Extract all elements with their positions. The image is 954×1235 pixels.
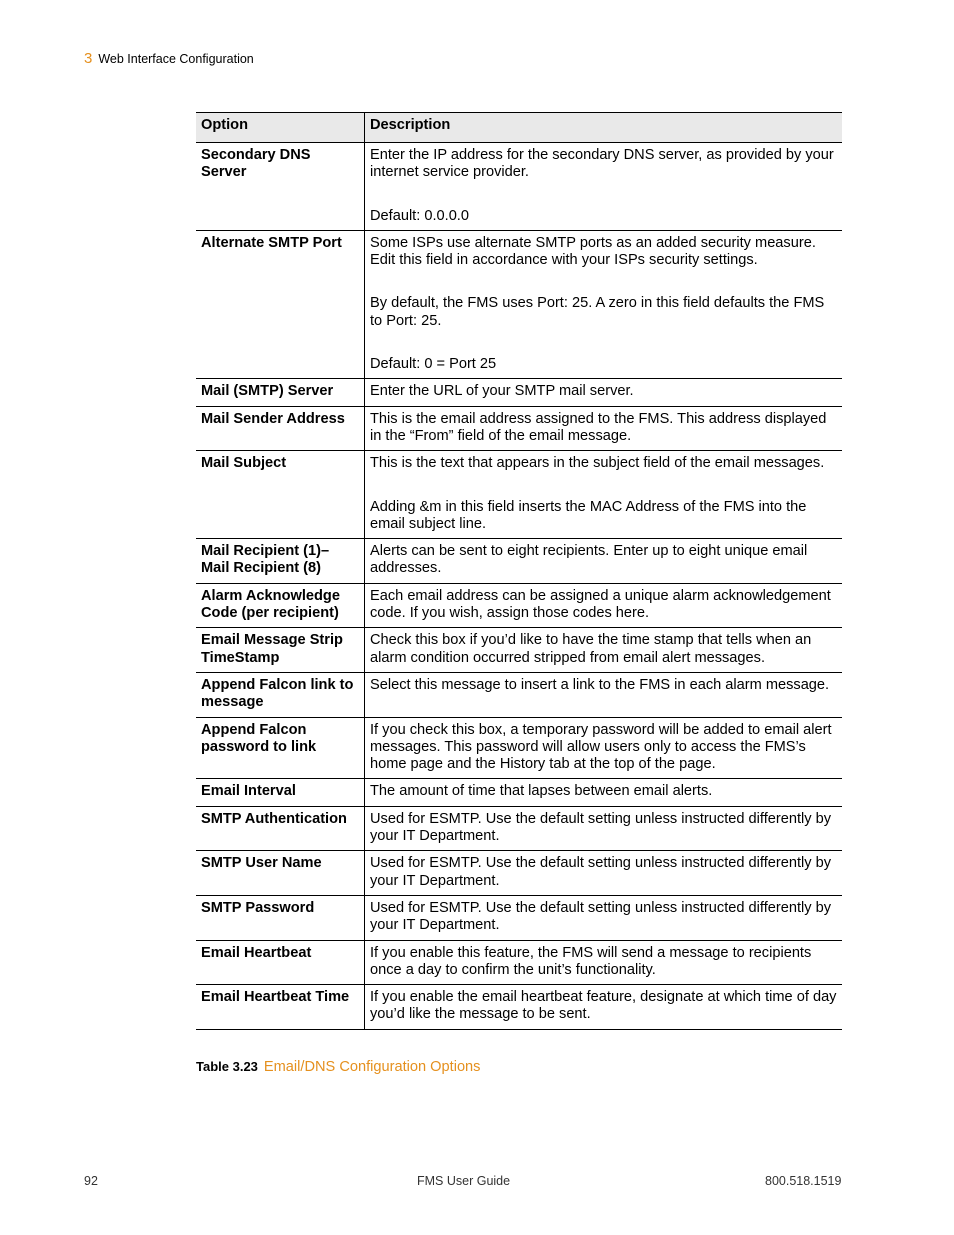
description-paragraph: Enter the IP address for the secondary DNS server, as provided by your internet service provider. (370, 147, 834, 181)
description-cell (365, 985, 843, 1030)
caption-number: Table 3.23 (196, 1059, 258, 1074)
column-header-description: Description (365, 113, 843, 143)
description-paragraph: Default: 0 = Port 25 (370, 356, 497, 373)
description-paragraph: If you check this box, a temporary password will be added to email alert messages. This password will allow users only to access the FMS’s home page and the History tab at the top of the page. (370, 721, 832, 773)
description-paragraph: The amount of time that lapses between email alerts. (370, 783, 713, 800)
description-cell (365, 628, 843, 673)
description-paragraph: Each email address can be assigned a unique alarm acknowledgement code. If you wish, assign those codes here. (370, 587, 831, 622)
table-header-row (196, 113, 842, 143)
description-cell (365, 895, 843, 940)
table-row (196, 806, 842, 851)
description-paragraph: Used for ESMTP. Use the default setting unless instructed differently by your IT Department. (370, 810, 832, 845)
table-row (196, 143, 842, 231)
description-cell (365, 451, 843, 539)
description-paragraph: If you enable this feature, the FMS will send a message to recipients once a day to confirm the unit’s functionality. (370, 944, 812, 978)
description-paragraph: Some ISPs use alternate SMTP ports as an added security measure. Edit this field in accordance with your ISPs security settings. (370, 234, 816, 269)
description-paragraph: Alerts can be sent to eight recipients. Enter up to eight unique email addresses. (370, 543, 808, 577)
description-cell (365, 230, 843, 378)
description-paragraph: If you enable the email heartbeat feature, designate at which time of day you’d like the message to be sent. (370, 989, 837, 1023)
option-cell: Mail Recipient (1)– Mail Recipient (8) (196, 539, 365, 584)
option-cell: Email Heartbeat (196, 940, 365, 985)
option-cell: Email Message Strip TimeStamp (196, 628, 365, 673)
option-cell: Alarm Acknowledge Code (per recipient) (196, 583, 365, 628)
description-paragraph: Enter the URL of your SMTP mail server. (370, 383, 634, 400)
table-row (196, 230, 842, 378)
table-row (196, 985, 842, 1030)
table-caption (196, 1059, 480, 1075)
description-cell (365, 672, 843, 717)
column-header-option: Option (196, 113, 365, 143)
description-paragraph: By default, the FMS uses Port: 25. A zero in this field defaults the FMS to Port: 25. (370, 295, 825, 329)
option-cell: Mail Sender Address (196, 406, 365, 451)
running-header (84, 50, 254, 67)
description-cell (365, 806, 843, 851)
description-cell (365, 851, 843, 896)
description-paragraph: Default: 0.0.0.0 (370, 207, 469, 224)
table-row (196, 779, 842, 806)
option-cell: SMTP Authentication (196, 806, 365, 851)
option-cell: Email Heartbeat Time (196, 985, 365, 1030)
option-cell: Mail Subject (196, 451, 365, 539)
description-paragraph: Used for ESMTP. Use the default setting unless instructed differently by your IT Department. (370, 899, 832, 934)
description-paragraph: This is the text that appears in the subject field of the email messages. (370, 455, 825, 472)
options-table (196, 112, 842, 1030)
page-number: 92 (84, 1174, 98, 1188)
description-cell (365, 779, 843, 806)
footer-guide-title: FMS User Guide (417, 1174, 511, 1188)
option-cell: SMTP Password (196, 895, 365, 940)
option-cell: SMTP User Name (196, 851, 365, 896)
table-row (196, 672, 842, 717)
description-paragraph: Adding &m in this field inserts the MAC Address of the FMS into the email subject line. (370, 498, 807, 532)
table-row (196, 379, 842, 406)
table-row (196, 583, 842, 628)
option-cell: Append Falcon password to link (196, 717, 365, 779)
option-cell: Email Interval (196, 779, 365, 806)
description-cell (365, 379, 843, 406)
table-row (196, 895, 842, 940)
description-cell (365, 539, 843, 584)
table-row (196, 451, 842, 539)
description-cell (365, 940, 843, 985)
chapter-number: 3 (84, 50, 93, 67)
option-cell: Mail (SMTP) Server (196, 379, 365, 406)
chapter-title: Web Interface Configuration (98, 52, 254, 66)
table-row (196, 628, 842, 673)
description-cell (365, 143, 843, 231)
description-cell (365, 583, 843, 628)
description-cell (365, 717, 843, 779)
table-row (196, 539, 842, 584)
description-paragraph: Check this box if you’d like to have the time stamp that tells when an alarm condition occurred stripped from email alert messages. (370, 632, 812, 666)
footer-phone: 800.518.1519 (765, 1174, 842, 1188)
option-cell: Secondary DNS Server (196, 143, 365, 231)
description-cell (365, 406, 843, 451)
description-paragraph: Select this message to insert a link to the FMS in each alarm message. (370, 676, 830, 693)
description-paragraph: This is the email address assigned to the FMS. This address displayed in the “From” field of the email message. (370, 410, 827, 444)
caption-title: Email/DNS Configuration Options (263, 1059, 481, 1075)
table-row (196, 717, 842, 779)
option-cell: Append Falcon link to message (196, 672, 365, 717)
table-row (196, 940, 842, 985)
description-paragraph: Used for ESMTP. Use the default setting unless instructed differently by your IT Department. (370, 855, 832, 889)
option-cell: Alternate SMTP Port (196, 230, 365, 378)
table-row (196, 406, 842, 451)
table-row (196, 851, 842, 896)
